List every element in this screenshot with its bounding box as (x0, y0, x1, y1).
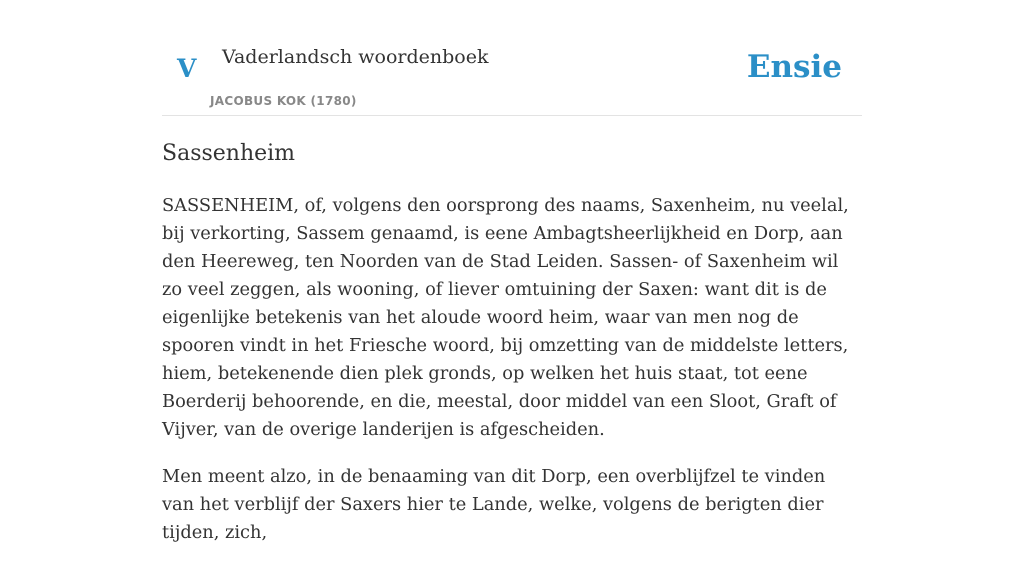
book-author: JACOBUS KOK (1780) (210, 94, 357, 108)
book-title[interactable]: Vaderlandsch woordenboek (222, 46, 489, 68)
entry-title: Sassenheim (162, 141, 296, 166)
book-header (162, 0, 862, 116)
entry-paragraph: Men meent alzo, in de benaaming van dit Dorp, een overblijfzel te vinden van het verblijf der Saxers hier te Lande, welke, volgens de berigten dier tijden, zich, (162, 466, 826, 543)
index-letter[interactable]: V (177, 54, 197, 83)
ensie-logo[interactable]: Ensie (746, 49, 842, 85)
page (162, 0, 862, 543)
entry-body (162, 192, 862, 566)
entry-paragraph: SASSENHEIM, of, volgens den oorsprong des naams, Saxenheim, nu veelal, bij verkorting, Sassem genaamd, is eene Ambagtsheerlijkheid en Dorp, aan den Heereweg, ten Noorden van de Stad Leiden. Sassen- of Saxenheim wil zo veel zeggen, als wooning, of liever omtuining der Saxen: want dit is de eigenlijke betekenis van het aloude woord heim, waar van men nog de spooren vindt in het Friesche woord, bij omzetting van de middelste letters, hiem, betekenende dien plek gronds, op welken het huis staat, tot eene Boerderij behoorende, en die, meestal, door middel van een Sloot, Graft of Vijver, van de overige landerijen is afgescheiden. (162, 195, 849, 440)
